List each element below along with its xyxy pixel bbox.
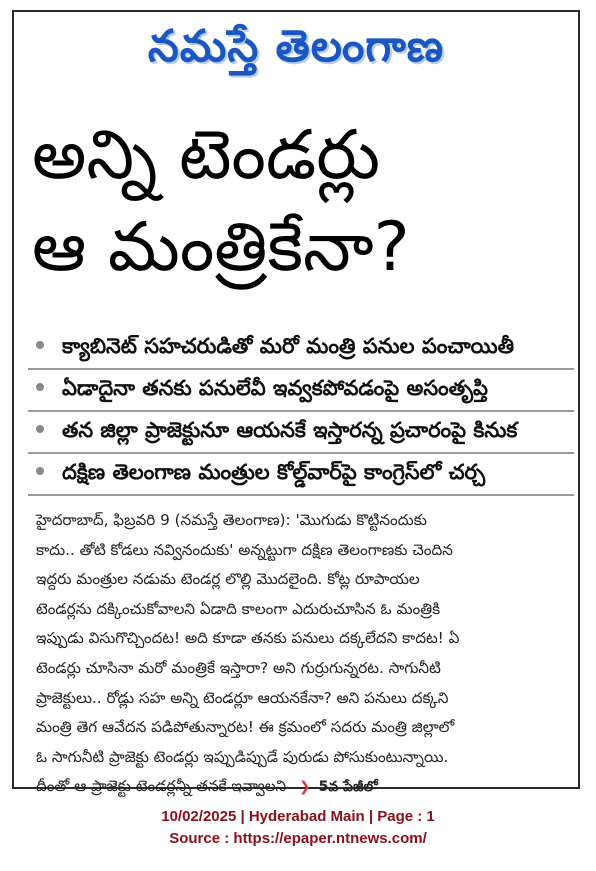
bullet-item (28, 454, 568, 496)
body-line: టెండర్లు చూసినా మరో మంత్రికే ఇస్తారా? అని గుర్రుగున్నరట. సాగునీటి (36, 658, 441, 677)
bullet-dot-icon (36, 383, 44, 391)
body-line-last (36, 772, 566, 803)
continued-label: 5వ పేజీలో (318, 779, 378, 796)
body-line: ఇప్పుడు విసుగొచ్చిందట! అది కూడా తనకు పనులు దక్కలేదని కాదట! ఏ (36, 629, 460, 648)
body-line: ఇద్దరు మంత్రుల నడుమ టెండర్ల లొల్లి మొదలైంది. కోట్ల రూపాయల (36, 570, 420, 589)
body-line: కాదు.. తోటి కోడలు నవ్వినందుకు' అన్నట్టుగా దక్షిణ తెలంగాణకు చెందిన (36, 540, 453, 559)
bullet-text: క్యాబినెట్ సహచరుడితో మరో మంత్రి పనుల పంచాయితీ (62, 334, 515, 358)
body-line: మంత్రి తెగ ఆవేదన పడిపోతున్నారట! ఈ క్రమంలో సదరు మంత్రి జిల్లాలో (36, 718, 455, 737)
footer-date-edition: 10/02/2025 | Hyderabad Main | Page : 1 (161, 808, 435, 825)
bullet-list (28, 328, 568, 496)
bullet-text: తన జిల్లా ప్రాజెక్టునూ ఆయనకే ఇస్తారన్న ప్రచారంపై కినుక (62, 418, 518, 442)
body-line: ఓ సాగునీటి ప్రాజెక్టు టెండర్లు ఇప్పుడిప్పుడే పురుడు పోసుకుంటున్నాయి. (36, 747, 449, 766)
continue-arrow-icon: ❯ (298, 779, 311, 796)
bullet-item (28, 328, 568, 370)
headline-line-2: ఆ మంత్రికేనా? (32, 208, 410, 287)
bullet-item (28, 370, 568, 412)
bullet-item (28, 412, 568, 454)
divider (28, 494, 574, 496)
body-line-text: దీంతో ఆ ప్రాజెక్టు టెండర్లన్నీ తనకే ఇవ్వాలని (36, 777, 287, 796)
bullet-dot-icon (36, 341, 44, 349)
body-line: టెండర్లను దక్కించుకోవాలని ఏడాది కాలంగా ఎదురుచూసిన ఓ మంత్రికి (36, 599, 441, 618)
bullet-dot-icon (36, 467, 44, 475)
masthead-logo: నమస్తే తెలంగాణ (147, 21, 445, 72)
newspaper-clipping (12, 10, 580, 796)
body-line: ప్రాజెక్టులు.. రోడ్లు సహ అన్ని టెండర్లూ ఆయనకేనా? అని పనులు దక్కని (36, 688, 449, 707)
footer-source: Source : https://epaper.ntnews.com/ (169, 830, 427, 847)
article-body (36, 506, 566, 803)
headline-line-1: అన్ని టెండర్లు (32, 116, 381, 195)
continued-link[interactable] (299, 773, 378, 803)
bullet-text: దక్షిణ తెలంగాణ మంత్రుల కోల్డ్‌వార్‌పై కాంగ్రెస్‌లో చర్చ (62, 460, 486, 484)
source-footer (0, 806, 596, 850)
body-line: హైదరాబాద్, ఫిబ్రవరి 9 (నమస్తే తెలంగాణ): 'మొగుడు కొట్టినందుకు (36, 511, 427, 529)
bullet-text: ఏడాదైనా తనకు పనులేవీ ఇవ్వకపోవడంపై అసంతృప్తి (62, 376, 488, 400)
bullet-dot-icon (36, 425, 44, 433)
headline (32, 110, 572, 294)
